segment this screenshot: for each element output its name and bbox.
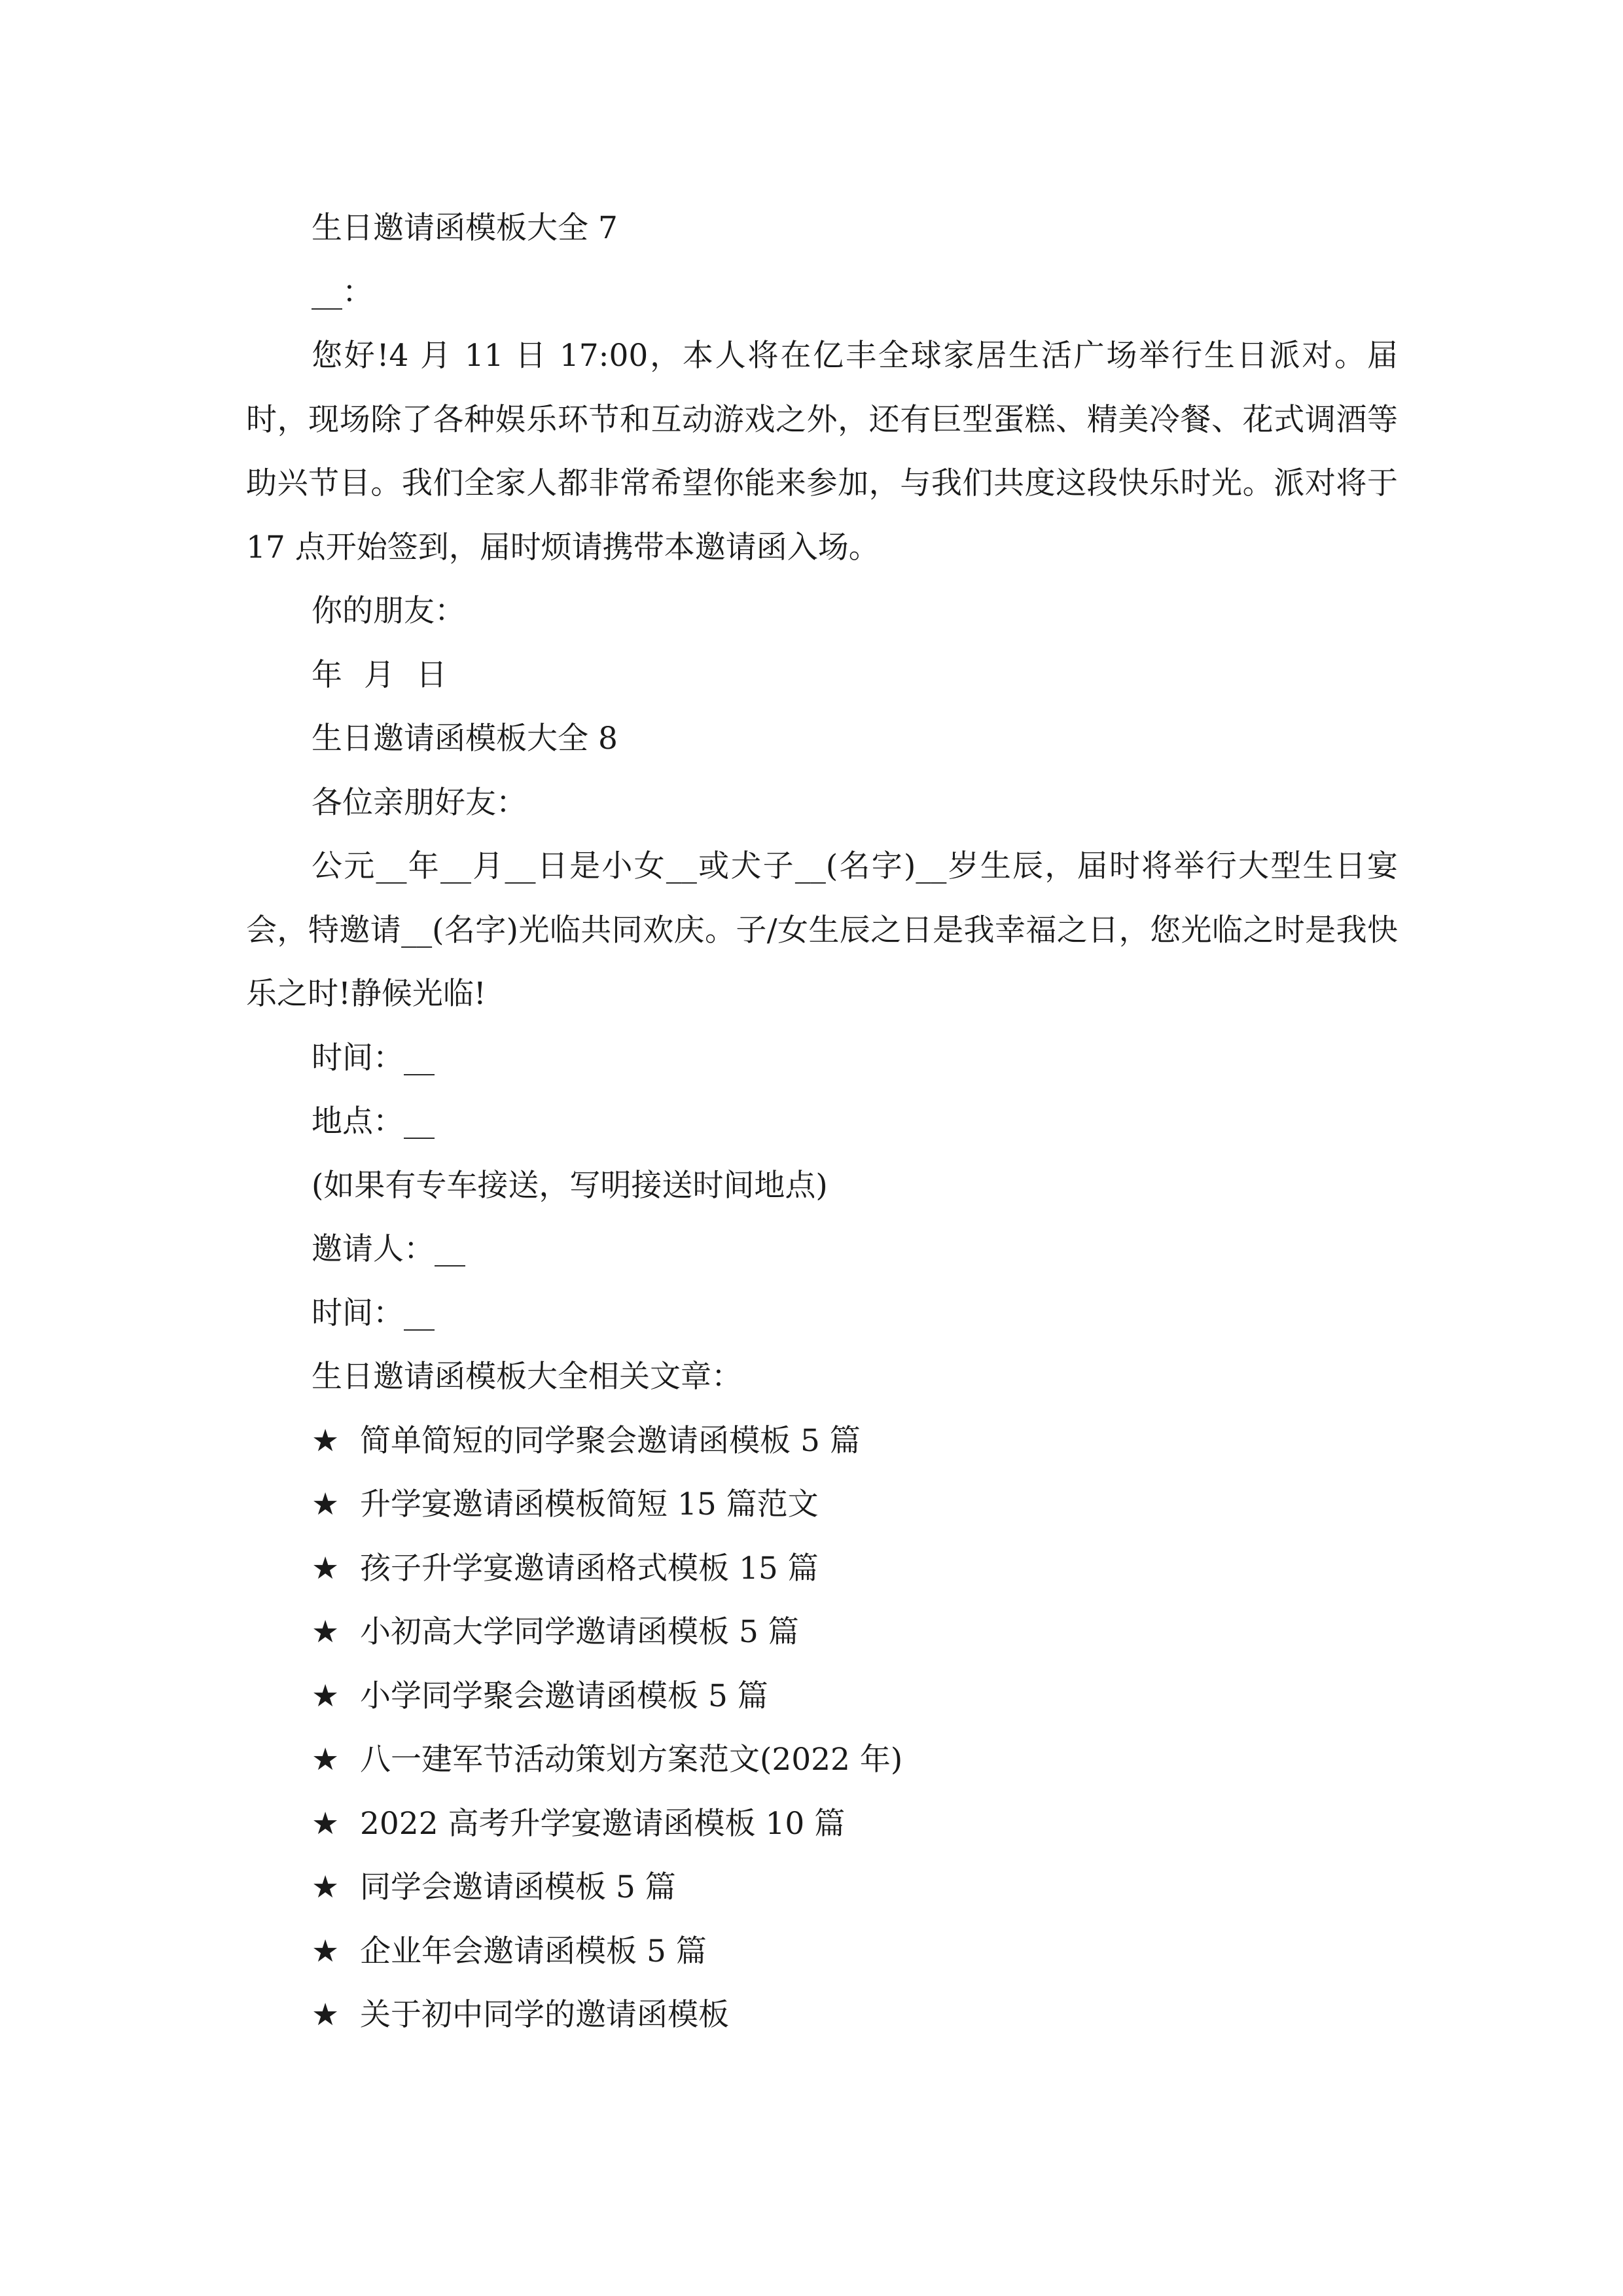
related-article-link[interactable] xyxy=(246,1664,1398,1729)
related-article-title[interactable]: 小学同学聚会邀请函模板 5 篇 xyxy=(360,1677,768,1714)
related-article-link[interactable] xyxy=(246,1920,1398,1984)
related-article-link[interactable] xyxy=(246,1537,1398,1601)
related-article-title[interactable]: 孩子升学宴邀请函格式模板 15 篇 xyxy=(360,1550,819,1587)
related-articles-heading: 生日邀请函模板大全相关文章： xyxy=(312,1359,742,1395)
related-article-link[interactable] xyxy=(246,1983,1398,2047)
related-article-link[interactable] xyxy=(246,1728,1398,1792)
section-7-date: 年 月 日 xyxy=(312,656,447,693)
section-8-inviter: 邀请人：__ xyxy=(312,1231,465,1267)
related-article-title[interactable]: 2022 高考升学宴邀请函模板 10 篇 xyxy=(360,1805,846,1842)
section-7-salutation: __： xyxy=(312,274,373,310)
related-article-title[interactable]: 八一建军节活动策划方案范文(2022 年) xyxy=(360,1742,903,1778)
related-article-title[interactable]: 企业年会邀请函模板 5 篇 xyxy=(360,1933,707,1969)
related-article-title[interactable]: 同学会邀请函模板 5 篇 xyxy=(360,1869,676,1905)
star-icon: ★ xyxy=(312,1677,340,1714)
section-8-place: 地点：__ xyxy=(312,1103,435,1139)
related-article-link[interactable] xyxy=(246,1856,1398,1920)
section-8-body: 公元__年__月__日是小女__或犬子__(名字)__岁生辰，届时将举行大型生日宴会，特邀请__(名字)光临共同欢庆。子/女生辰之日是我幸福之日，您光临之时是我快乐之时!静候光临! xyxy=(246,848,1398,1012)
related-article-link[interactable] xyxy=(246,1600,1398,1664)
related-article-link[interactable] xyxy=(246,1409,1398,1473)
document-content xyxy=(246,196,1398,2047)
star-icon: ★ xyxy=(312,1997,340,2033)
section-8-time: 时间：__ xyxy=(312,1039,435,1076)
related-article-link[interactable] xyxy=(246,1792,1398,1856)
star-icon: ★ xyxy=(312,1614,340,1650)
related-article-title[interactable]: 小初高大学同学邀请函模板 5 篇 xyxy=(360,1614,799,1650)
section-7-signature: 你的朋友： xyxy=(312,593,465,629)
section-7-heading: 生日邀请函模板大全 7 xyxy=(312,210,618,246)
section-8-time-2: 时间：__ xyxy=(312,1295,435,1331)
star-icon: ★ xyxy=(312,1933,340,1969)
section-7-body: 您好!4 月 11 日 17:00，本人将在亿丰全球家居生活广场举行生日派对。届时，现场除了各种娱乐环节和互动游戏之外，还有巨型蛋糕、精美冷餐、花式调酒等助兴节目。我们全家人都非常希望你能来参加，与我们共度这段快乐时光。派对将于 17 点开始签到，届时烦请携带本邀请函入场。 xyxy=(246,338,1398,565)
section-8-note: (如果有专车接送，写明接送时间地点) xyxy=(312,1167,828,1204)
star-icon: ★ xyxy=(312,1869,340,1905)
section-8-salutation: 各位亲朋好友： xyxy=(312,784,527,821)
related-article-link[interactable] xyxy=(246,1473,1398,1537)
star-icon: ★ xyxy=(312,1805,340,1842)
related-article-title[interactable]: 简单简短的同学聚会邀请函模板 5 篇 xyxy=(360,1422,861,1459)
star-icon: ★ xyxy=(312,1422,340,1459)
star-icon: ★ xyxy=(312,1486,340,1522)
related-article-title[interactable]: 关于初中同学的邀请函模板 xyxy=(360,1997,729,2033)
section-8-heading: 生日邀请函模板大全 8 xyxy=(312,721,618,757)
star-icon: ★ xyxy=(312,1742,340,1778)
related-article-title[interactable]: 升学宴邀请函模板简短 15 篇范文 xyxy=(360,1486,819,1522)
star-icon: ★ xyxy=(312,1550,340,1587)
